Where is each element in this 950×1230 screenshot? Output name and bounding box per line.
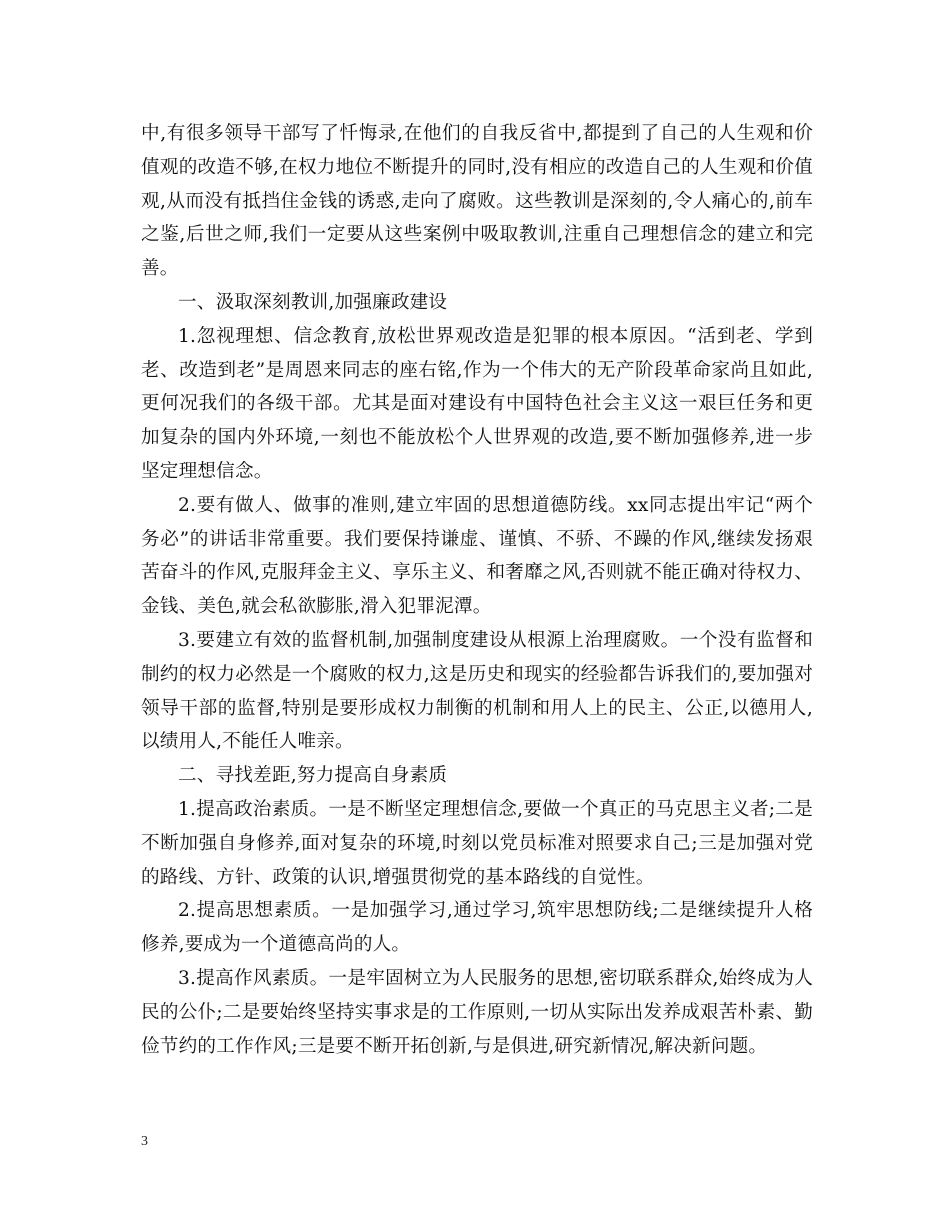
paragraph-2-2: 2.提高思想素质。一是加强学习,通过学习,筑牢思想防线;二是继续提升人格修养,要成为一个道德高尚的人。 <box>141 900 813 956</box>
page-number: 3 <box>141 1134 148 1149</box>
paragraph-intro-continuation: 中,有很多领导干部写了忏悔录,在他们的自我反省中,都提到了自己的人生观和价值观的改造不够,在权力地位不断提升的同时,没有相应的改造自己的人生观和价值观,从而没有抵挡住金钱的诱惑,走向了腐败。这些教训是深刻的,令人痛心的,前车之鉴,后世之师,我们一定要从这些案例中吸取教训,注重自己理想信念的建立和完善。 <box>141 123 813 280</box>
paragraph-2-3: 3.提高作风素质。一是牢固树立为人民服务的思想,密切联系群众,始终成为人民的公仆;二是要始终坚持实事求是的工作原则,一切从实际出发养成艰苦朴素、勤俭节约的工作作风;三是要不断开拓创新,与是俱进,研究新情况,解决新问题。 <box>141 967 813 1057</box>
document-body <box>141 117 813 1063</box>
paragraph-1-1: 1.忽视理想、信念教育,放松世界观改造是犯罪的根本原因。“活到老、学到老、改造到老”是周恩来同志的座右铭,作为一个伟大的无产阶段革命家尚且如此,更何况我们的各级干部。尤其是面对建设有中国特色社会主义这一艰巨任务和更加复杂的国内外环境,一刻也不能放松个人世界观的改造,要不断加强修养,进一步坚定理想信念。 <box>141 325 813 482</box>
section-heading-2: 二、寻找差距,努力提高自身素质 <box>178 765 448 787</box>
paragraph-2-1: 1.提高政治素质。一是不断坚定理想信念,要做一个真正的马克思主义者;二是不断加强自身修养,面对复杂的环境,时刻以党员标准对照要求自己;三是加强对党的路线、方针、政策的认识,增强贯彻党的基本路线的自觉性。 <box>141 798 813 888</box>
section-heading-1: 一、汲取深刻教训,加强廉政建设 <box>178 291 448 313</box>
paragraph-1-3: 3.要建立有效的监督机制,加强制度建设从根源上治理腐败。一个没有监督和制约的权力必然是一个腐败的权力,这是历史和现实的经验都告诉我们的,要加强对领导干部的监督,特别是要形成权力制衡的机制和用人上的民主、公正,以德用人,以绩用人,不能任人唯亲。 <box>141 629 813 753</box>
paragraph-1-2: 2.要有做人、做事的准则,建立牢固的思想道德防线。xx同志提出牢记“两个务必”的讲话非常重要。我们要保持谦虚、谨慎、不骄、不躁的作风,继续发扬艰苦奋斗的作风,克服拜金主义、享乐主义、和奢靡之风,否则就不能正确对待权力、金钱、美色,就会私欲膨胀,滑入犯罪泥潭。 <box>141 494 813 618</box>
